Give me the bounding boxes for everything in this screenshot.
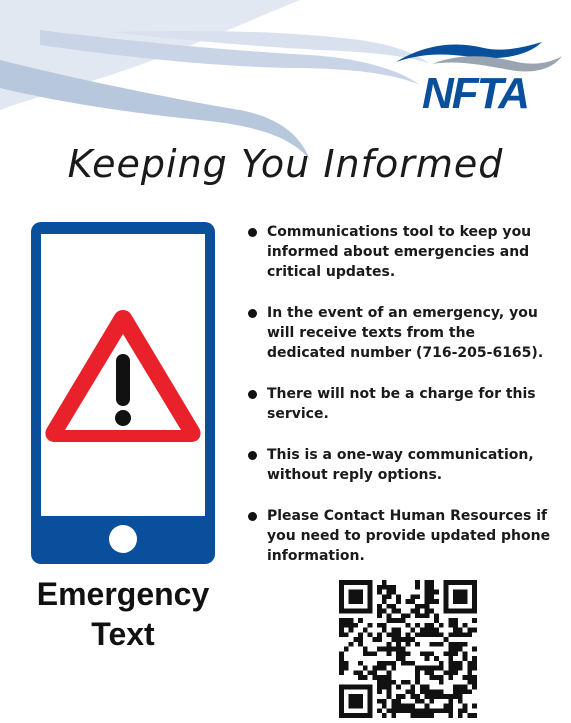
caption-line-1: Emergency [36,576,210,612]
nfta-logo [392,40,564,112]
emergency-text-caption [0,574,246,654]
bullet-icon [248,390,257,399]
warning-triangle-icon [41,304,205,444]
bullet-icon [248,309,257,318]
phone-home-button [109,525,137,553]
bullet-icon [248,451,257,460]
phone-illustration [31,222,215,564]
info-bullet-list [248,222,553,587]
bullet-text: Please Contact Human Resources if you need to provide updated phone information. [267,508,551,564]
list-item [248,506,553,566]
bullet-icon [248,228,257,237]
logo-text: NFTA [422,69,529,112]
bullet-text: Communications tool to keep you informed about emergencies and critical updates. [267,224,532,280]
page-title: Keeping You Informed [67,142,504,186]
bullet-text: There will not be a charge for this service. [267,386,536,422]
list-item [248,384,553,424]
qr-code-icon[interactable] [339,580,477,718]
caption-line-2: Text [91,616,155,652]
phone-screen [41,234,205,516]
bullet-text: This is a one-way communication, without reply options. [267,447,534,483]
list-item [248,303,553,363]
list-item [248,222,553,282]
bullet-text: In the event of an emergency, you will receive texts from the dedicated number (716-205-6165). [267,305,544,361]
list-item [248,445,553,485]
bullet-icon [248,512,257,521]
